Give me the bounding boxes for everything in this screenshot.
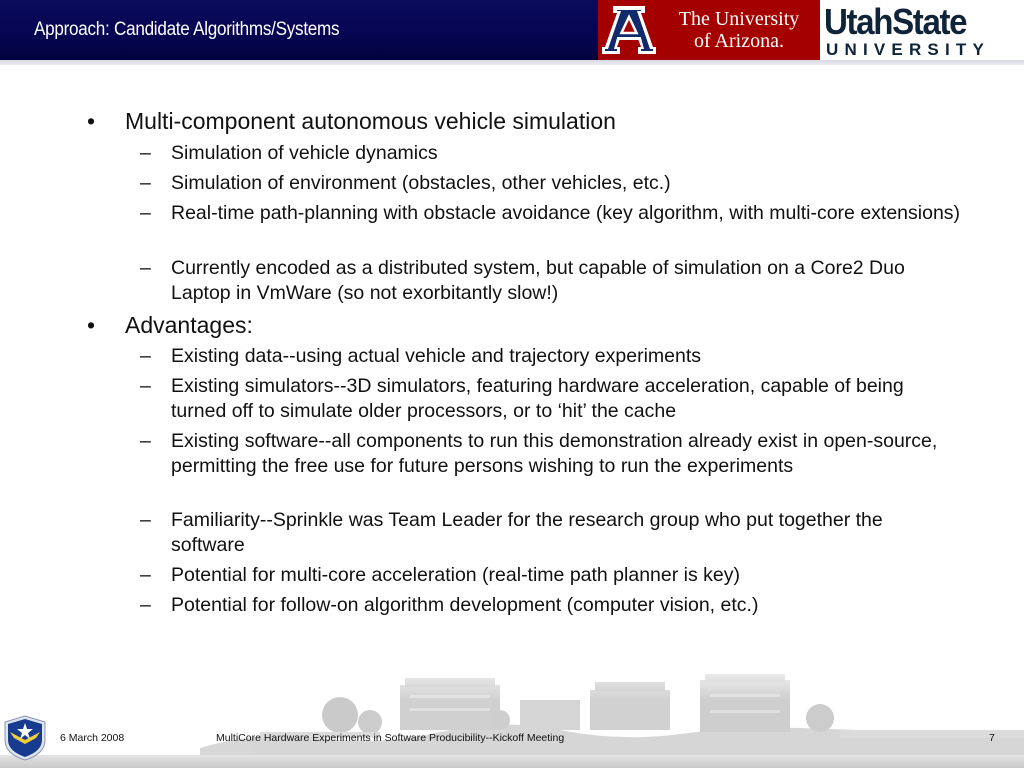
ua-wordmark-line-2: of Arizona. <box>694 30 784 52</box>
utah-state-university-logo <box>820 0 1024 60</box>
sub-bullet-marker: – <box>140 202 151 224</box>
title-bar <box>0 0 598 60</box>
sub-bullet-text: Potential for multi-core acceleration (real-time path planner is key) <box>171 564 740 586</box>
bullet-text: Multi-component autonomous vehicle simulation <box>125 108 616 134</box>
sub-bullet-marker: – <box>140 509 151 531</box>
ua-wordmark <box>664 9 814 53</box>
sub-bullet-marker: – <box>140 345 151 367</box>
footer-meeting-title: MultiCore Hardware Experiments in Software Producibility--Kickoff Meeting <box>216 732 565 744</box>
usu-wordmark-line-1: UtahState <box>824 1 967 42</box>
sub-bullet-text: Simulation of vehicle dynamics <box>171 142 438 164</box>
sub-bullet-text: Existing simulators--3D simulators, featuring hardware acceleration, capable of being turned off to simulate older processors, or to ‘hit’ the cache <box>171 375 904 422</box>
sub-bullet-marker: – <box>140 430 151 452</box>
campus-photo-image <box>200 660 1024 760</box>
bullet-marker: • <box>87 108 96 134</box>
header-divider <box>0 60 1024 65</box>
sub-bullet-text: Familiarity--Sprinkle was Team Leader for the research group who put together the software <box>171 509 883 556</box>
air-force-shield-icon <box>2 714 48 762</box>
sub-bullet-text: Potential for follow-on algorithm development (computer vision, etc.) <box>171 594 759 616</box>
page-number: 7 <box>989 732 995 744</box>
sub-bullet-text: Real-time path-planning with obstacle avoidance (key algorithm, with multi-core extensions) <box>171 202 961 224</box>
arizona-a-icon <box>601 3 657 57</box>
sub-bullet-text: Currently encoded as a distributed system, but capable of simulation on a Core2 Duo Laptop in VmWare (so not exorbitantly slow!) <box>171 257 905 304</box>
usu-wordmark-line-2: UNIVERSITY <box>826 40 991 59</box>
footer-date: 6 March 2008 <box>60 732 125 744</box>
sub-bullet-marker: – <box>140 594 151 616</box>
sub-bullet-marker: – <box>140 172 151 194</box>
slide-title: Approach: Candidate Algorithms/Systems <box>34 19 340 40</box>
university-of-arizona-logo <box>598 0 820 60</box>
bullet-marker: • <box>87 312 96 338</box>
sub-bullet-marker: – <box>140 257 151 279</box>
bullet-text: Advantages: <box>125 312 253 338</box>
sub-bullet-text: Existing data--using actual vehicle and trajectory experiments <box>171 345 702 367</box>
sub-bullet-text: Simulation of environment (obstacles, other vehicles, etc.) <box>171 172 671 194</box>
ua-wordmark-line-1: The University <box>678 8 800 30</box>
sub-bullet-text: Existing software--all components to run this demonstration already exist in open-source, permitting the free use for future persons wishing to run the experiments <box>171 430 938 477</box>
sub-bullet-marker: – <box>140 142 151 164</box>
sub-bullet-marker: – <box>140 564 151 586</box>
sub-bullet-marker: – <box>140 375 151 397</box>
footer-band <box>0 755 1024 768</box>
